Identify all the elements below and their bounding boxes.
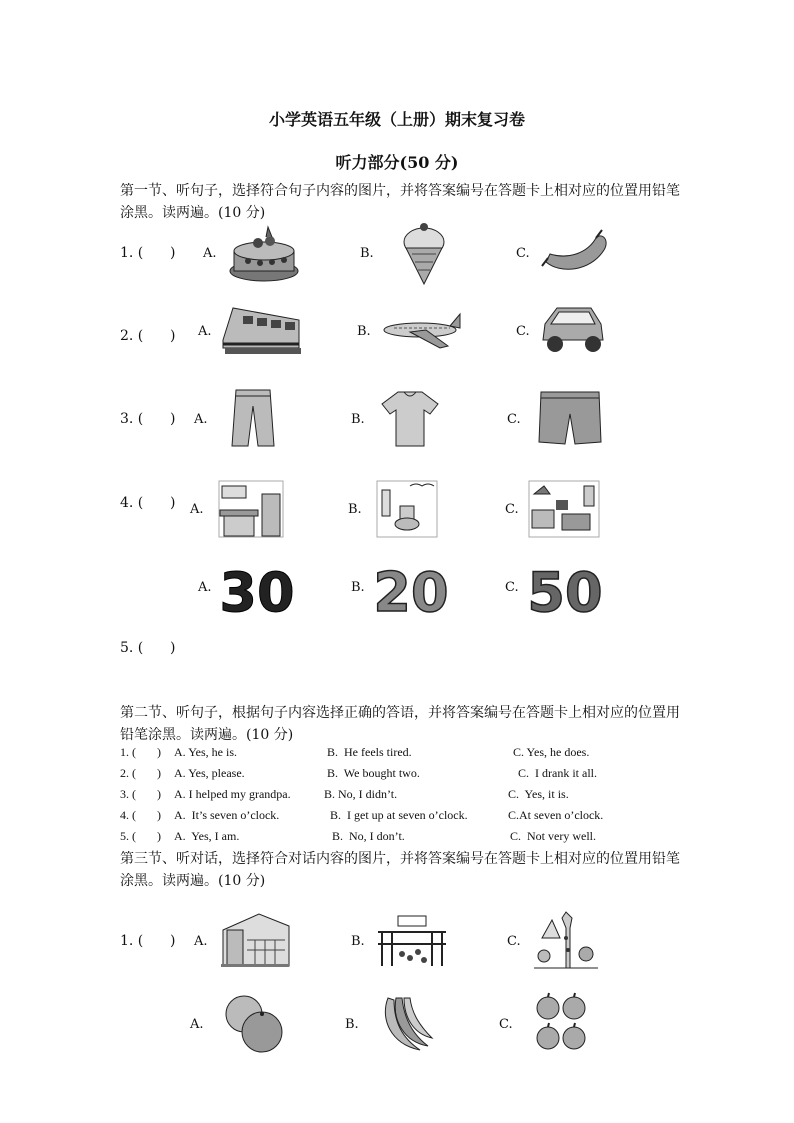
sausage-image [540, 228, 612, 278]
section1-instruction: 第一节、听句子，选择符合句子内容的图片，并将答案编号在答题卡上相对应的位置用铅笔涂黑。读两遍。(10 分) [120, 183, 680, 221]
option-c: C. I drank it all. [518, 766, 597, 780]
apples-image [533, 992, 589, 1056]
item-number: 4. ( ) [120, 808, 161, 822]
kitchen-image [218, 480, 284, 538]
option-c: C. Yes, he does. [513, 745, 590, 759]
option-b-label: B. [360, 246, 374, 261]
option-b: B. We bought two. [327, 766, 420, 780]
bathroom-image [376, 480, 438, 538]
airplane-image [380, 310, 462, 352]
option-a-label: A. [190, 1017, 204, 1032]
option-a: A. Yes, he is. [174, 745, 238, 759]
option-c: C.At seven o’clock. [508, 808, 604, 822]
question-1-number: 1. ( ) [120, 245, 176, 261]
option-b-label: B. [351, 580, 365, 595]
option-a-label: A. [194, 412, 208, 427]
option-a-label: A. [194, 934, 208, 949]
question-3-number: 3. ( ) [120, 411, 176, 427]
question-2-number: 2. ( ) [120, 328, 176, 344]
option-c-label: C. [505, 580, 519, 595]
option-b-label: B. [345, 1017, 359, 1032]
number-30-image [219, 555, 295, 624]
section3-question-1-number: 1. ( ) [120, 933, 176, 949]
option-a-label: A. [190, 502, 204, 517]
question-4-number: 4. ( ) [120, 495, 176, 511]
number-50-image [527, 555, 603, 624]
option-a: A. Yes, please. [174, 766, 245, 780]
option-a-label: A. [198, 324, 212, 339]
option-a-label: A. [198, 580, 212, 595]
number-30-text: 30 [219, 561, 295, 624]
option-b: B. No, I didn’t. [324, 787, 398, 801]
bananas-image [380, 994, 434, 1054]
option-c-label: C. [505, 502, 519, 517]
item-number: 3. ( ) [120, 787, 161, 801]
car-image [539, 300, 607, 356]
item-number: 2. ( ) [120, 766, 161, 780]
option-a: A. Yes, I am. [174, 829, 240, 843]
section3-instruction: 第三节、听对话，选择符合对话内容的图片，并将答案编号在答题卡上相对应的位置用铅笔涂黑。读两遍。(10 分) [120, 851, 680, 889]
option-c: C. Not very well. [510, 829, 596, 843]
cake-image [228, 225, 300, 283]
section2-instruction: 第二节、听句子，根据句子内容选择正确的答语，并将答案编号在答题卡上相对应的位置用铅笔涂黑。读两遍。(10 分) [120, 705, 680, 743]
item-number: 1. ( ) [120, 745, 161, 759]
train-image [219, 300, 303, 358]
option-c-label: C. [507, 934, 521, 949]
number-20-image [373, 555, 449, 624]
option-b-label: B. [351, 412, 365, 427]
option-c-label: C. [516, 324, 530, 339]
building-image [219, 910, 291, 968]
t-shirt-image [380, 388, 440, 448]
option-b: B. No, I don’t. [332, 829, 405, 843]
oranges-image [220, 992, 286, 1056]
trousers-image [230, 388, 276, 448]
number-20-text: 20 [373, 561, 449, 624]
park-gate-image [376, 914, 448, 968]
zoo-image [532, 908, 600, 970]
question-5-number: 5. ( ) [120, 640, 176, 656]
item-number: 5. ( ) [120, 829, 161, 843]
option-a: A. I helped my grandpa. [174, 787, 291, 801]
number-50-text: 50 [527, 561, 603, 624]
option-a: A. It’s seven o’clock. [174, 808, 280, 822]
ice-cream-image [398, 222, 450, 286]
option-b-label: B. [357, 324, 371, 339]
exam-title: 小学英语五年级（上册）期末复习卷 [268, 110, 525, 129]
option-b-label: B. [348, 502, 362, 517]
option-c: C. Yes, it is. [508, 787, 569, 801]
option-c-label: C. [516, 246, 530, 261]
option-c-label: C. [507, 412, 521, 427]
option-b: B. He feels tired. [327, 745, 412, 759]
option-b: B. I get up at seven o’clock. [330, 808, 468, 822]
section-heading: 听力部分(50 分) [335, 153, 459, 172]
option-a-label: A. [203, 246, 217, 261]
shorts-image [537, 388, 603, 448]
living-room-image [528, 480, 600, 538]
option-b-label: B. [351, 934, 365, 949]
option-c-label: C. [499, 1017, 513, 1032]
